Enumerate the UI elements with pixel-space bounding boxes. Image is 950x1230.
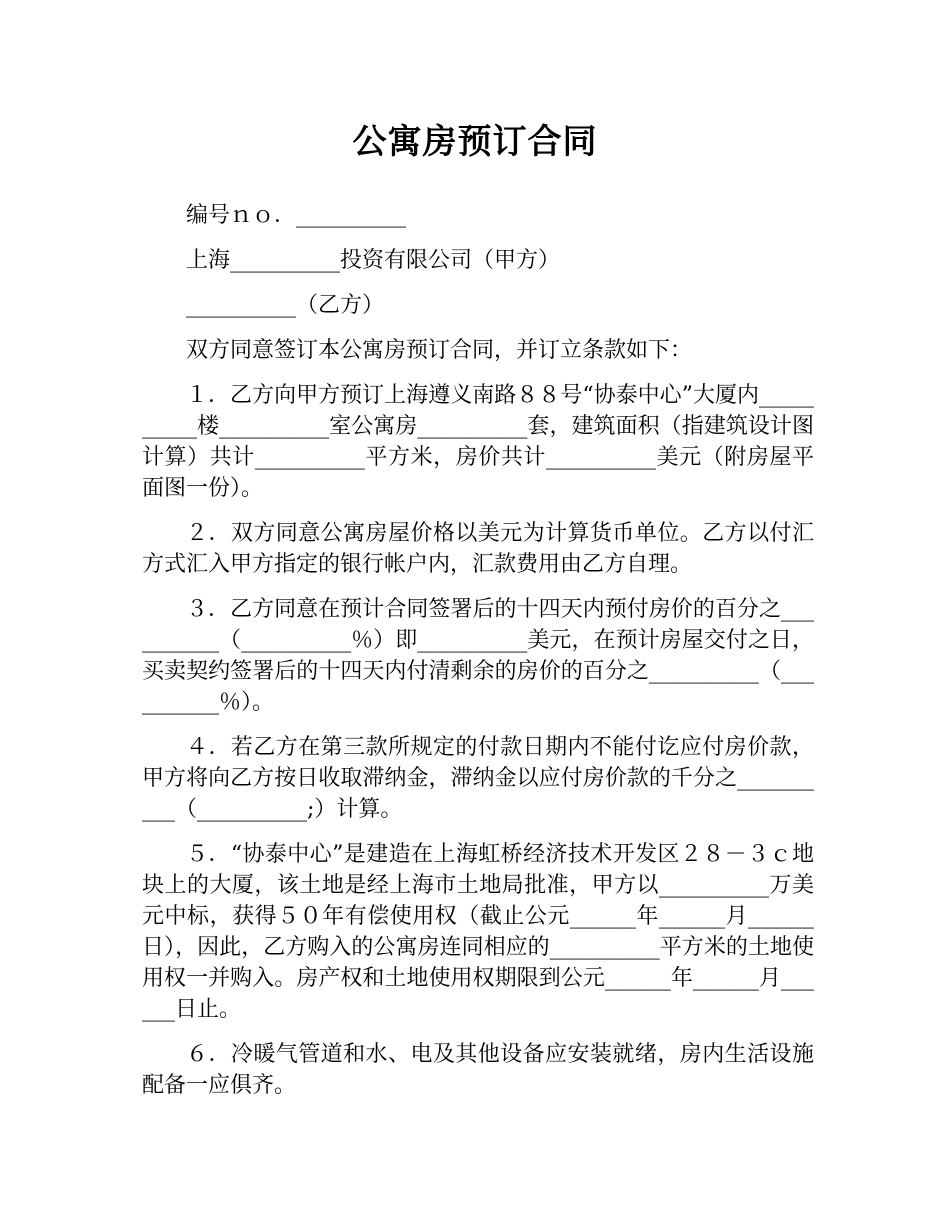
- party-b-line: __________（乙方）: [186, 293, 385, 318]
- clause-4: ４．若乙方在第三款所规定的付款日期内不能付讫应付房价款，甲方将向乙方按日收取滞纳金，滞纳金以应付房价款的千分之__________（__________;）计算。: [142, 735, 814, 822]
- clause-2: ２．双方同意公寓房屋价格以美元为计算货币单位。乙方以付汇方式汇入甲方指定的银行帐户内，汇款费用由乙方自理。: [142, 521, 814, 577]
- preamble-line: 双方同意签订本公寓房预订合同，并订立条款如下：: [186, 338, 693, 363]
- clause-1: １．乙方向甲方预订上海遵义南路８８号“协泰中心”大厦内__________楼__________室公寓房__________套，建筑面积（指建筑设计图计算）共计__________平方米，房价共计__________美元（附房屋平面图一份）。: [142, 383, 814, 501]
- clause-6: ６．冷暖气管道和水、电及其他设备应安装就绪，房内生活设施配备一应俱齐。: [142, 1042, 814, 1098]
- document-title: 公寓房预订合同: [352, 122, 598, 162]
- clause-5: ５．“协泰中心”是建造在上海虹桥经济技术开发区２８－３ｃ地块上的大厦，该土地是经上海市土地局批准，甲方以__________万美元中标，获得５０年有偿使用权（截止公元______年______月______日），因此，乙方购入的公寓房连同相应的__________平方米的土地使用权一并购入。房产权和土地使用权期限到公元______年______月______日止。: [142, 842, 814, 1022]
- document-body: [142, 200, 814, 1115]
- party-a-line: 上海__________投资有限公司（甲方）: [186, 248, 561, 273]
- clause-3: ３．乙方同意在预计合同签署后的十四天内预付房价的百分之__________（__________％）即__________美元，在预计房屋交付之日，买卖契约签署后的十四天内付清剩余的房价的百分之__________（__________％）。: [142, 597, 814, 715]
- contract-number-line: 编号ｎｏ．__________: [186, 203, 407, 228]
